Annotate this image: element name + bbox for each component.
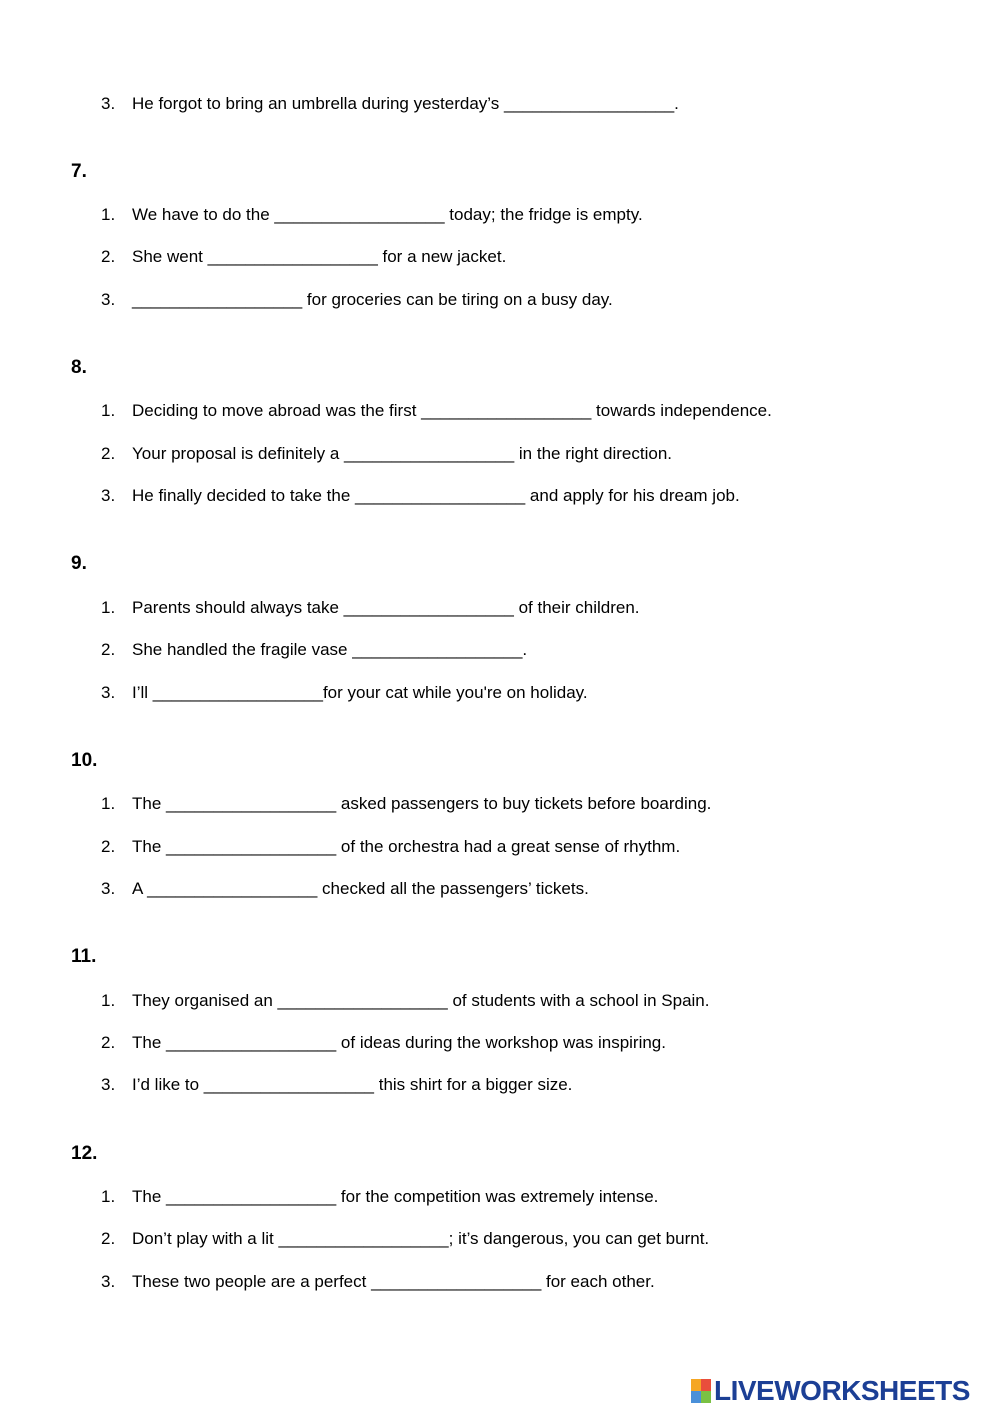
item-text: I’ll __________________for your cat while you're on holiday.: [132, 683, 588, 702]
item-text: He finally decided to take the __________________ and apply for his dream job.: [132, 486, 740, 505]
exercise-heading-10: 10.: [71, 750, 98, 771]
item-number: 3.: [101, 1075, 116, 1094]
item-number: 1.: [101, 598, 116, 617]
item-text: She went __________________ for a new jacket.: [132, 247, 507, 266]
item-text: Deciding to move abroad was the first __________________ towards independence.: [132, 401, 772, 420]
item-number: 2.: [101, 837, 116, 856]
item-number: 3.: [101, 683, 116, 702]
item-number: 1.: [101, 1187, 116, 1206]
liveworksheets-logo: [691, 1374, 991, 1408]
exercise-heading-12: 12.: [71, 1143, 98, 1164]
logo-blocks-icon: [691, 1379, 711, 1403]
item-number: 3.: [101, 486, 116, 505]
item-number: 3.: [101, 879, 116, 898]
item-text: The __________________ of the orchestra had a great sense of rhythm.: [132, 837, 681, 856]
item-text: The __________________ of ideas during the workshop was inspiring.: [132, 1033, 666, 1052]
item-text: They organised an __________________ of students with a school in Spain.: [132, 991, 710, 1010]
item-number: 3.: [101, 1272, 116, 1291]
item-text: I’d like to __________________ this shirt for a bigger size.: [132, 1075, 573, 1094]
item-number: 2.: [101, 1229, 116, 1248]
item-number: 1.: [101, 401, 116, 420]
logo-text: LIVEWORKSHEETS: [714, 1375, 970, 1406]
item-number: 1.: [101, 205, 116, 224]
logo-block: [701, 1379, 711, 1391]
exercise-heading-9: 9.: [71, 553, 87, 574]
item-text: He forgot to bring an umbrella during yesterday’s __________________.: [132, 94, 679, 113]
exercise-heading-11: 11.: [71, 946, 97, 967]
item-number: 3.: [101, 290, 116, 309]
item-text: Parents should always take __________________ of their children.: [132, 598, 640, 617]
logo-block: [691, 1391, 701, 1403]
logo-block: [691, 1379, 701, 1391]
item-number: 1.: [101, 794, 116, 813]
item-number: 2.: [101, 247, 116, 266]
item-text: The __________________ for the competition was extremely intense.: [132, 1187, 659, 1206]
item-text: The __________________ asked passengers to buy tickets before boarding.: [132, 794, 712, 813]
exercise-heading-8: 8.: [71, 357, 87, 378]
exercise-heading-7: 7.: [71, 161, 87, 182]
item-number: 1.: [101, 991, 116, 1010]
item-number: 2.: [101, 1033, 116, 1052]
logo-block: [701, 1391, 711, 1403]
item-text: Your proposal is definitely a __________________ in the right direction.: [132, 444, 672, 463]
item-number: 2.: [101, 640, 116, 659]
item-text: A __________________ checked all the passengers’ tickets.: [132, 879, 589, 898]
item-text: She handled the fragile vase __________________.: [132, 640, 528, 659]
item-number: 2.: [101, 444, 116, 463]
item-text: These two people are a perfect __________________ for each other.: [132, 1272, 655, 1291]
item-text: We have to do the __________________ today; the fridge is empty.: [132, 205, 643, 224]
item-text: __________________ for groceries can be tiring on a busy day.: [132, 290, 613, 309]
item-number: 3.: [101, 94, 116, 113]
item-text: Don’t play with a lit __________________; it’s dangerous, you can get burnt.: [132, 1229, 710, 1248]
